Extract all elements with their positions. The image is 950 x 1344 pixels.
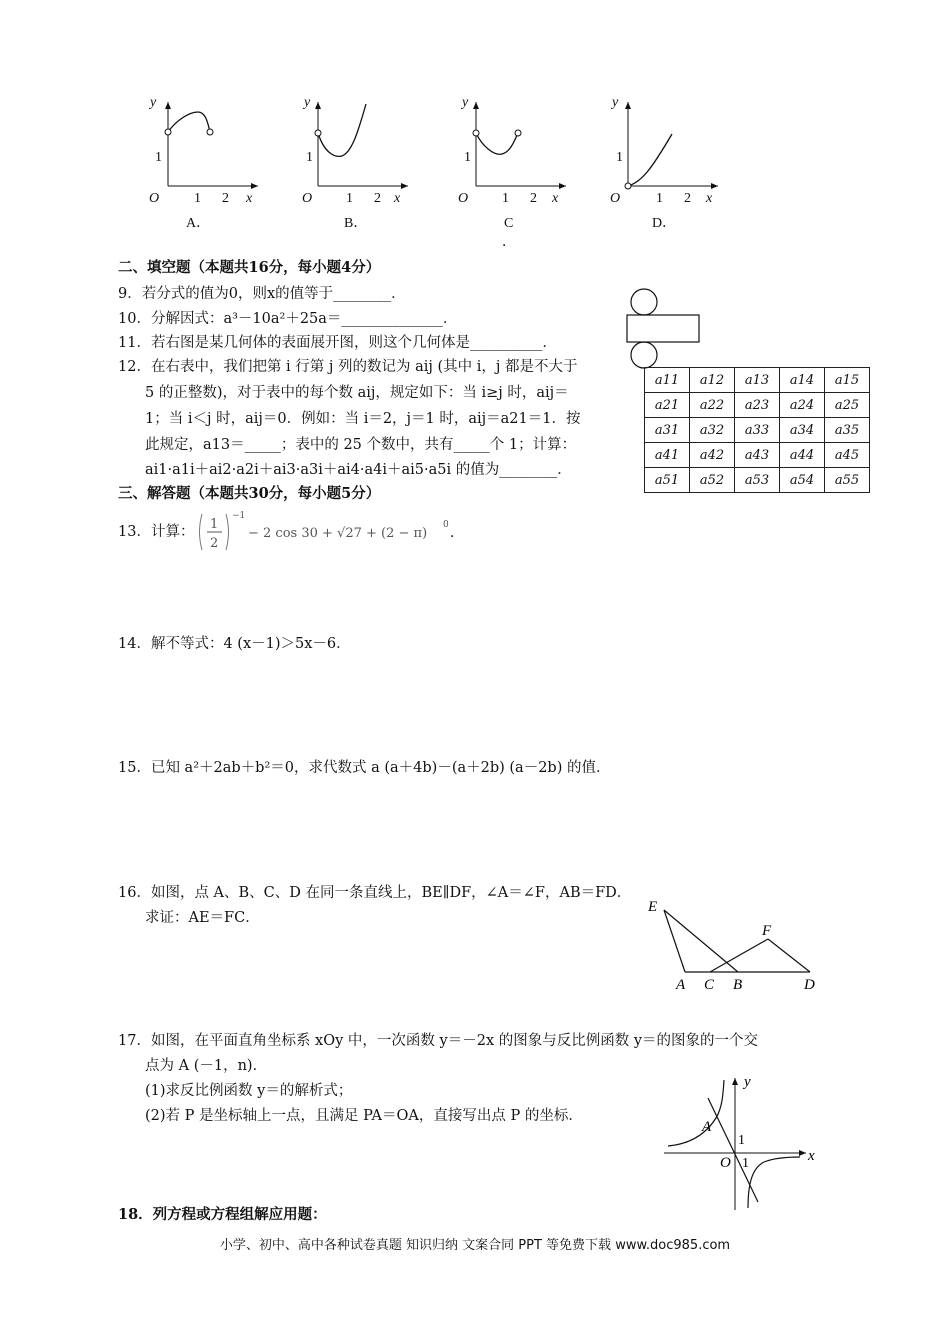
page-footer: 小学、初中、高中各种试卷真题 知识归纳 文案合同 PPT 等免费下载 www.doc985.com	[219, 1238, 731, 1253]
caption-c: C	[504, 216, 514, 231]
tick-1: 1	[346, 191, 353, 206]
table-cell: a21	[645, 393, 690, 418]
x-axis-label: x	[552, 191, 559, 206]
tick-2: 2	[684, 191, 691, 206]
table-cell: a53	[735, 468, 780, 493]
question-9: 9．若分式的值为0，则x的值等于________．	[118, 286, 406, 302]
question-16-line2: 求证：AE＝FC．	[145, 910, 260, 926]
question-17-part2: (2)若 P 是坐标轴上一点，且满足 PA＝OA，直接写出点 P 的坐标．	[145, 1108, 583, 1124]
section-2-heading: 二、填空题（本题共16分，每小题4分）	[118, 259, 381, 276]
question-12-line3: 1；当 i＜j 时，aij＝0．例如：当 i＝2，j＝1 时，aij＝a21＝1．按	[145, 411, 581, 427]
y-axis-label: y	[304, 95, 311, 110]
question-12-line4: 此规定，a13＝_____；表中的 25 个数中，共有_____个 1；计算：	[145, 437, 577, 453]
table-cell: a34	[780, 418, 825, 443]
origin-label: O	[149, 191, 160, 206]
table-cell: a43	[735, 443, 780, 468]
question-13-prefix: 13．计算：	[118, 524, 195, 540]
table-row	[645, 443, 870, 468]
point-a-label: A	[676, 977, 686, 993]
table-row	[645, 368, 870, 393]
x-axis-label: x	[808, 1148, 815, 1164]
table-cell: a51	[645, 468, 690, 493]
point-e-label: E	[648, 899, 658, 915]
question-12-line5: ai1·a1i＋ai2·a2i＋ai3·a3i＋ai4·a4i＋ai5·a5i 的值为________．	[145, 462, 572, 478]
question-16-line1: 16．如图，点 A、B、C、D 在同一条直线上，BE∥DF，∠A＝∠F，AB＝FD．	[118, 885, 632, 901]
graph-option-c	[448, 90, 568, 250]
section-3-heading: 三、解答题（本题共30分，每小题5分）	[118, 485, 381, 502]
table-cell: a32	[690, 418, 735, 443]
table-cell: a35	[825, 418, 870, 443]
table-cell: a42	[690, 443, 735, 468]
question-17-line1: 17．如图，在平面直角坐标系 xOy 中，一次函数 y＝－2x 的图象与反比例函数 y＝的图象的一个交	[118, 1033, 759, 1049]
table-cell: a13	[735, 368, 780, 393]
graph-option-a	[140, 90, 260, 230]
fraction-denominator: 2	[210, 536, 219, 551]
tick-2: 2	[530, 191, 537, 206]
tick-2: 2	[222, 191, 229, 206]
y-tick-1: 1	[738, 1133, 745, 1148]
table-cell: a55	[825, 468, 870, 493]
expression-end: ．	[450, 525, 464, 541]
origin-label: O	[302, 191, 313, 206]
table-cell: a23	[735, 393, 780, 418]
x-axis-label: x	[706, 191, 713, 206]
table-cell: a15	[825, 368, 870, 393]
question-11: 11．若右图是某几何体的表面展开图，则这个几何体是__________．	[118, 335, 557, 351]
y-tick-1: 1	[155, 150, 162, 165]
graph-option-d	[600, 90, 720, 230]
exponent-zero: 0	[443, 520, 449, 530]
expression-rest: − 2 cos 30 + √27 + (2 − π)	[248, 526, 428, 541]
question-17-part1: (1)求反比例函数 y＝的解析式；	[145, 1083, 353, 1099]
point-d-label: D	[804, 977, 815, 993]
graph-option-b	[290, 90, 410, 230]
table-row	[645, 393, 870, 418]
figure-16	[640, 895, 830, 995]
x-tick-1: 1	[742, 1156, 749, 1171]
question-12-line1: 12．在右表中，我们把第 i 行第 j 列的数记为 aij (其中 i，j 都是不大于	[118, 359, 578, 375]
y-axis-label: y	[462, 95, 469, 110]
point-a-label: A	[702, 1119, 712, 1135]
point-c-label: C	[704, 977, 715, 993]
table-row	[645, 418, 870, 443]
table-cell: a12	[690, 368, 735, 393]
table-cell: a52	[690, 468, 735, 493]
table-cell: a14	[780, 368, 825, 393]
figure-17-coordinate-plane	[660, 1072, 820, 1212]
question-10: 10．分解因式：a³－10a²＋25a＝______________．	[118, 311, 458, 327]
tick-1: 1	[502, 191, 509, 206]
exponent-neg-one: −1	[232, 511, 246, 521]
x-axis-label: x	[246, 191, 253, 206]
table-cell: a11	[645, 368, 690, 393]
caption-b: B．	[344, 216, 368, 230]
table-cell: a44	[780, 443, 825, 468]
question-18: 18．列方程或方程组解应用题：	[118, 1206, 327, 1223]
x-axis-label: x	[394, 191, 401, 206]
table-row	[645, 468, 870, 493]
tick-1: 1	[194, 191, 201, 206]
y-axis-label: y	[150, 95, 157, 110]
table-cell: a31	[645, 418, 690, 443]
caption-d: D．	[652, 216, 677, 230]
question-13-expression	[196, 508, 476, 556]
question-12-line2: 5 的正整数)，对于表中的每个数 aij，规定如下：当 i≥j 时，aij＝	[145, 385, 569, 401]
tick-2: 2	[374, 191, 381, 206]
table-cell: a33	[735, 418, 780, 443]
y-tick-1: 1	[306, 150, 313, 165]
question-17-line2: 点为 A (－1，n)．	[145, 1058, 268, 1074]
question-15: 15．已知 a²＋2ab＋b²＝0，求代数式 a (a＋4b)－(a＋2b) (a－2b) 的值．	[118, 760, 611, 776]
aij-table	[644, 367, 870, 493]
cylinder-net-figure	[620, 287, 710, 371]
tick-1: 1	[656, 191, 663, 206]
point-f-label: F	[762, 923, 772, 939]
origin-label: O	[610, 191, 621, 206]
table-cell: a22	[690, 393, 735, 418]
table-cell: a41	[645, 443, 690, 468]
fraction-numerator: 1	[210, 517, 219, 532]
y-tick-1: 1	[464, 150, 471, 165]
question-14: 14．解不等式：4 (x－1)＞5x－6．	[118, 636, 351, 652]
table-cell: a45	[825, 443, 870, 468]
caption-c-dot: ．	[502, 235, 516, 250]
y-tick-1: 1	[616, 150, 623, 165]
y-axis-label: y	[744, 1074, 751, 1090]
origin-label: O	[458, 191, 469, 206]
origin-label: O	[720, 1155, 731, 1171]
table-cell: a25	[825, 393, 870, 418]
caption-a: A．	[186, 216, 211, 230]
table-cell: a24	[780, 393, 825, 418]
point-b-label: B	[733, 977, 743, 993]
table-cell: a54	[780, 468, 825, 493]
y-axis-label: y	[612, 95, 619, 110]
